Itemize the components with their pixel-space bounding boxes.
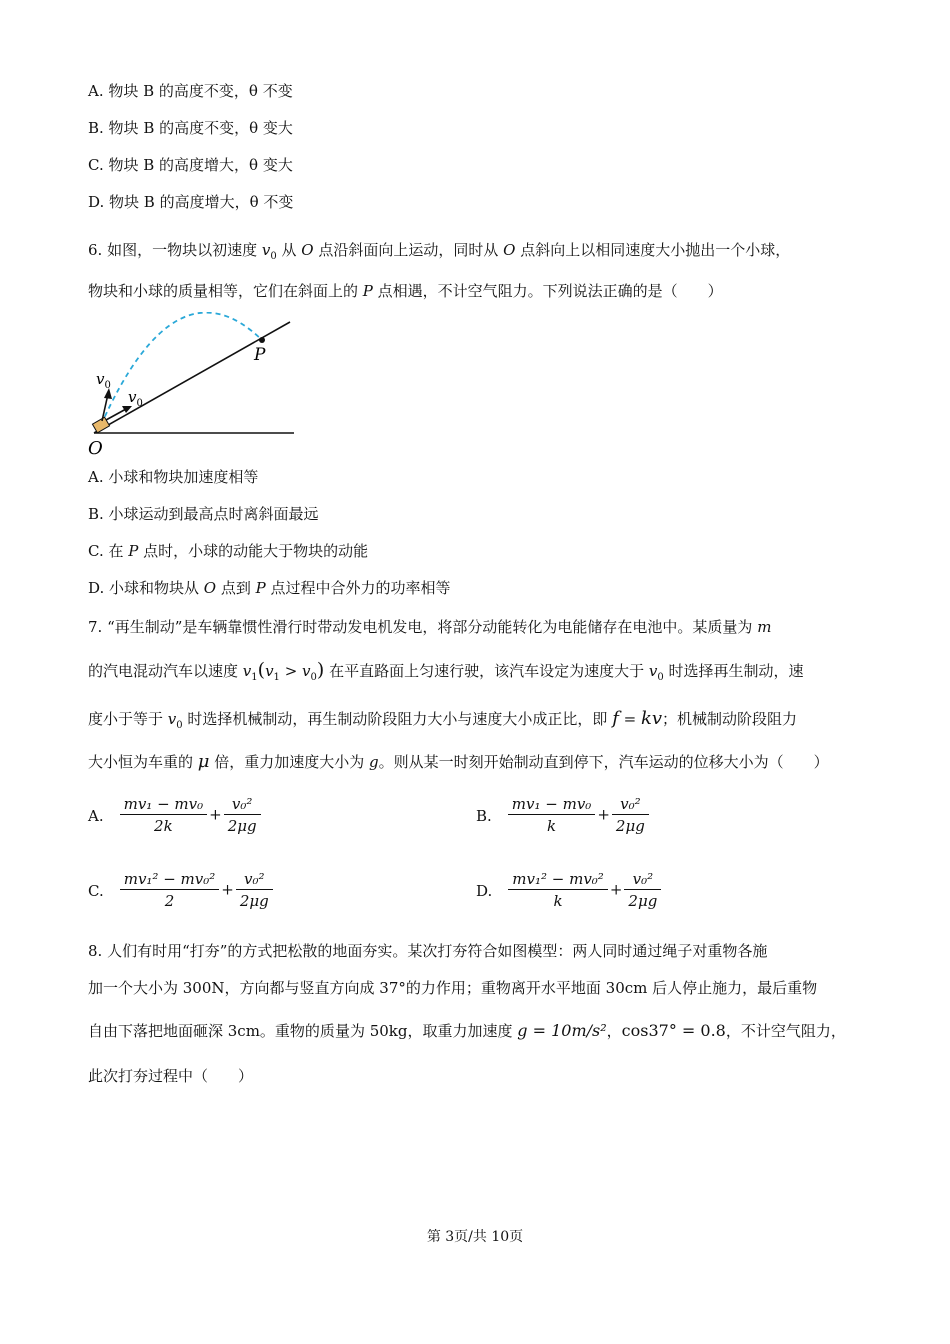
q6-option-a: A. 小球和物块加速度相等 <box>88 468 259 486</box>
q5-option-a: A. 物块 B 的高度不变，θ 不变 <box>88 82 293 100</box>
q8-stem-line-3: 自由下落把地面砸深 3cm。重物的质量为 50kg，取重力加速度 g = 10m/s²，cos37° = 0.8，不计空气阻力， <box>88 1021 846 1040</box>
q6-option-d: D. 小球和物块从 O 点到 P 点过程中合外力的功率相等 <box>88 579 451 597</box>
label-v0-ball: $v_0$ <box>96 370 111 391</box>
block-velocity-arrow <box>106 409 126 420</box>
q6-stem-line-1: 6. 如图，一物块以初速度 $v_0$ 从 O 点沿斜面向上运动，同时从 O 点斜向上以相同速度大小抛出一个小球， <box>88 241 791 262</box>
q6-option-b: B. 小球运动到最高点时离斜面最远 <box>88 505 319 523</box>
page-footer: 第 3页/共 10页 <box>426 1229 524 1245</box>
q7-option-d: D. $\frac{\text{mv₁² − mv₀²}}{k}$ + $\frac{\text{v₀²}}{2\mu g}$ <box>476 869 663 912</box>
meeting-point-p <box>259 337 265 343</box>
q7-stem-line-2: 的汽电混动汽车以速度 $v_1(v_1 > v_0)$ 在平直路面上匀速行驶，该汽车设定为速度大于 $v_0$ 时选择再生制动，速 <box>88 659 804 683</box>
q7-stem-line-3: 度小于等于 $v_0$ 时选择机械制动，再生制动阶段阻力大小与速度大小成正比，即 f = kv；机械制动阶段阻力 <box>88 708 798 731</box>
q8-stem-line-1: 8. 人们有时用“打夯”的方式把松散的地面夯实。某次打夯符合如图模型：两人同时通过绳子对重物各施 <box>88 942 768 960</box>
q7-stem-line-4: 大小恒为车重的 μ 倍，重力加速度大小为 g。则从某一时刻开始制动直到停下，汽车运动的位移大小为（ ） <box>88 751 829 772</box>
q5-option-c: C. 物块 B 的高度增大，θ 变大 <box>88 156 293 174</box>
q5-option-b: B. 物块 B 的高度不变，θ 变大 <box>88 119 293 137</box>
q7-option-a: A. $\frac{\text{mv₁ − mv₀}}{2k}$ + $\frac{\text{v₀²}}{2\mu g}$ <box>88 794 263 837</box>
q7-option-b: B. $\frac{\text{mv₁ − mv₀}}{k}$ + $\frac{\text{v₀²}}{2\mu g}$ <box>476 794 651 837</box>
q6-option-c: C. 在 P 点时，小球的动能大于物块的动能 <box>88 542 369 560</box>
q6-stem-line-2: 物块和小球的质量相等，它们在斜面上的 P 点相遇，不计空气阻力。下列说法正确的是（ ） <box>88 282 723 300</box>
q7-option-c: C. $\frac{\text{mv₁² − mv₀²}}{2}$ + $\frac{\text{v₀²}}{2\mu g}$ <box>88 869 275 912</box>
label-o: O <box>88 438 103 459</box>
label-v0-block: $v_0$ <box>128 388 143 409</box>
q6-figure <box>86 312 306 462</box>
q7-stem-line-1: 7. “再生制动”是车辆靠惯性滑行时带动发电机发电，将部分动能转化为电能储存在电池中。某质量为 m <box>88 618 772 636</box>
q8-stem-line-4: 此次打夯过程中（ ） <box>88 1067 254 1085</box>
q8-stem-line-2: 加一个大小为 300N，方向都与竖直方向成 37°的力作用；重物离开水平地面 30cm 后人停止施力，最后重物 <box>88 979 818 997</box>
label-p: P <box>254 345 266 365</box>
q5-option-d: D. 物块 B 的高度增大，θ 不变 <box>88 193 294 211</box>
